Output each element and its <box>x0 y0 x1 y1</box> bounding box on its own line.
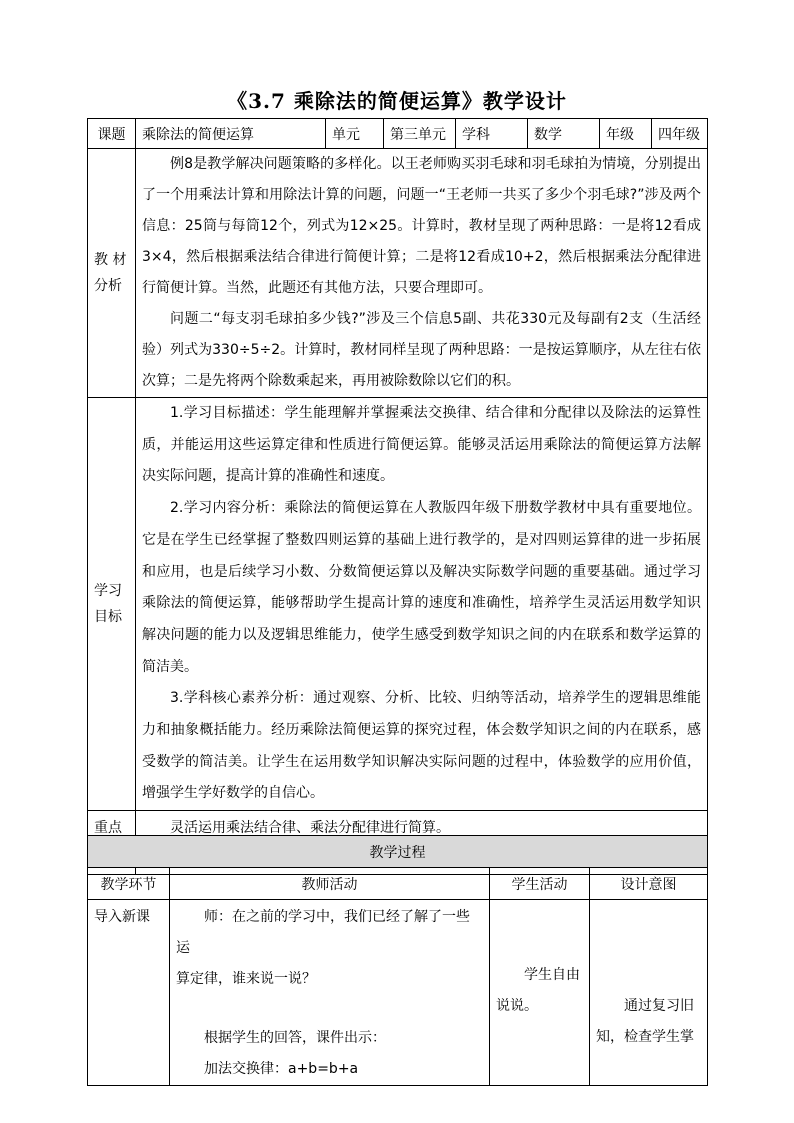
goals-paragraph-2: 2.学习内容分析：乘除法的简便运算在人教版四年级下册数学教材中具有重要地位。它是在学生已经掌握了整数四则运算的基础上进行教学的，是对四则运算律的进一步拓展和应用，也是后续学习小数、分数简便运算以及解决实际数学问题的重要基础。通过学习乘除法的简便运算，能够帮助学生提高计算的速度和准确性，培养学生灵活运用数学知识解决问题的能力以及逻辑思维能力，使学生感受到数学知识之间的内在联系和数学运算的简洁美。 <box>142 500 701 675</box>
header-row <box>88 119 708 149</box>
material-paragraph-2: 问题二“每支羽毛球拍多少钱?”涉及三个信息5副、共花330元及每副有2支（生活经验）列式为330÷5÷2。计算时，教材同样呈现了两种思路：一是按运算顺序，从左往右依次算；二是先将两个除数乘起来，再用被除数除以它们的积。 <box>142 311 701 389</box>
header-teacher-activity: 教师活动 <box>170 868 490 900</box>
subject-label: 课题 <box>88 119 136 149</box>
subject-value: 乘除法的简便运算 <box>136 119 326 149</box>
material-analysis-label <box>88 149 136 398</box>
blank-line <box>170 995 489 1023</box>
unit-label: 单元 <box>326 119 384 149</box>
lesson-info-table <box>87 118 708 875</box>
teacher-line-1: 师：在之前的学习中，我们已经了解了一些运 <box>176 909 470 956</box>
header-stage: 教学环节 <box>88 868 170 900</box>
teacher-line-4: 加法交换律：a+b=b+a <box>204 1061 359 1077</box>
stage-intro: 导入新课 <box>88 900 170 1086</box>
material-analysis-content <box>136 149 708 398</box>
course-label: 学科 <box>456 119 528 149</box>
grade-value: 四年级 <box>652 119 708 149</box>
header-student-activity: 学生活动 <box>490 868 590 900</box>
design-intent-intro <box>590 900 708 1086</box>
material-label-line1: 教 材 <box>94 252 127 268</box>
material-paragraph-1: 例8是教学解决问题策略的多样化。以王老师购买羽毛球和羽毛球拍为情境，分别提出了一个用乘法计算和用除法计算的问题，问题一“王老师一共买了多少个羽毛球?”涉及两个信息：25筒与每筒12个，列式为12×25。计算时，教材呈现了两种思路：一是将12看成3×4，然后根据乘法结合律进行简便计算；二是将12看成10+2，然后根据乘法分配律进行简便计算。当然，此题还有其他方法，只要合理即可。 <box>142 156 701 296</box>
header-design-intent: 设计意图 <box>590 868 708 900</box>
learning-goals-content <box>136 398 708 811</box>
process-title-row <box>88 836 708 868</box>
teacher-line-3: 根据学生的回答，课件出示： <box>204 1030 386 1046</box>
course-value: 数学 <box>528 119 600 149</box>
process-title: 教学过程 <box>88 836 708 868</box>
student-line-2: 说说。 <box>496 998 538 1014</box>
student-activity-intro <box>490 900 590 1086</box>
unit-value: 第三单元 <box>384 119 456 149</box>
teaching-process-table <box>87 835 708 1086</box>
goals-label-line2: 目标 <box>94 609 122 626</box>
student-line-1: 学生自由 <box>524 967 580 983</box>
key-point-label: 重点 <box>88 811 136 843</box>
learning-goals-row <box>88 398 708 811</box>
goals-label-line1: 学习 <box>94 583 122 600</box>
material-label-line2: 分析 <box>94 278 122 294</box>
goals-paragraph-1: 1.学习目标描述：学生能理解并掌握乘法交换律、结合律和分配律以及除法的运算性质，并能运用这些运算定律和性质进行简便运算。能够灵活运用乘除法的简便运算方法解决实际问题，提高计算的准确性和速度。 <box>142 405 701 485</box>
intent-line-1: 通过复习旧 <box>624 998 694 1014</box>
document-title: 《3.7 乘除法的简便运算》教学设计 <box>227 89 567 113</box>
process-row-intro <box>88 900 708 1086</box>
learning-goals-label <box>88 398 136 811</box>
teacher-line-2: 算定律，谁来说一说？ <box>176 971 316 987</box>
intent-line-2: 知，检查学生掌 <box>596 1029 694 1045</box>
grade-label: 年级 <box>600 119 652 149</box>
teacher-activity-intro <box>170 900 490 1086</box>
material-analysis-row <box>88 149 708 398</box>
goals-paragraph-3: 3.学科核心素养分析：通过观察、分析、比较、归纳等活动，培养学生的逻辑思维能力和抽象概括能力。经历乘除法简便运算的探究过程，体会数学知识之间的内在联系，感受数学的简洁美。让学生在运用数学知识解决实际问题的过程中，体验数学的应用价值，增强学生学好数学的自信心。 <box>142 690 701 802</box>
process-header-row <box>88 868 708 900</box>
key-point-value: 灵活运用乘法结合律、乘法分配律进行简算。 <box>136 811 708 843</box>
